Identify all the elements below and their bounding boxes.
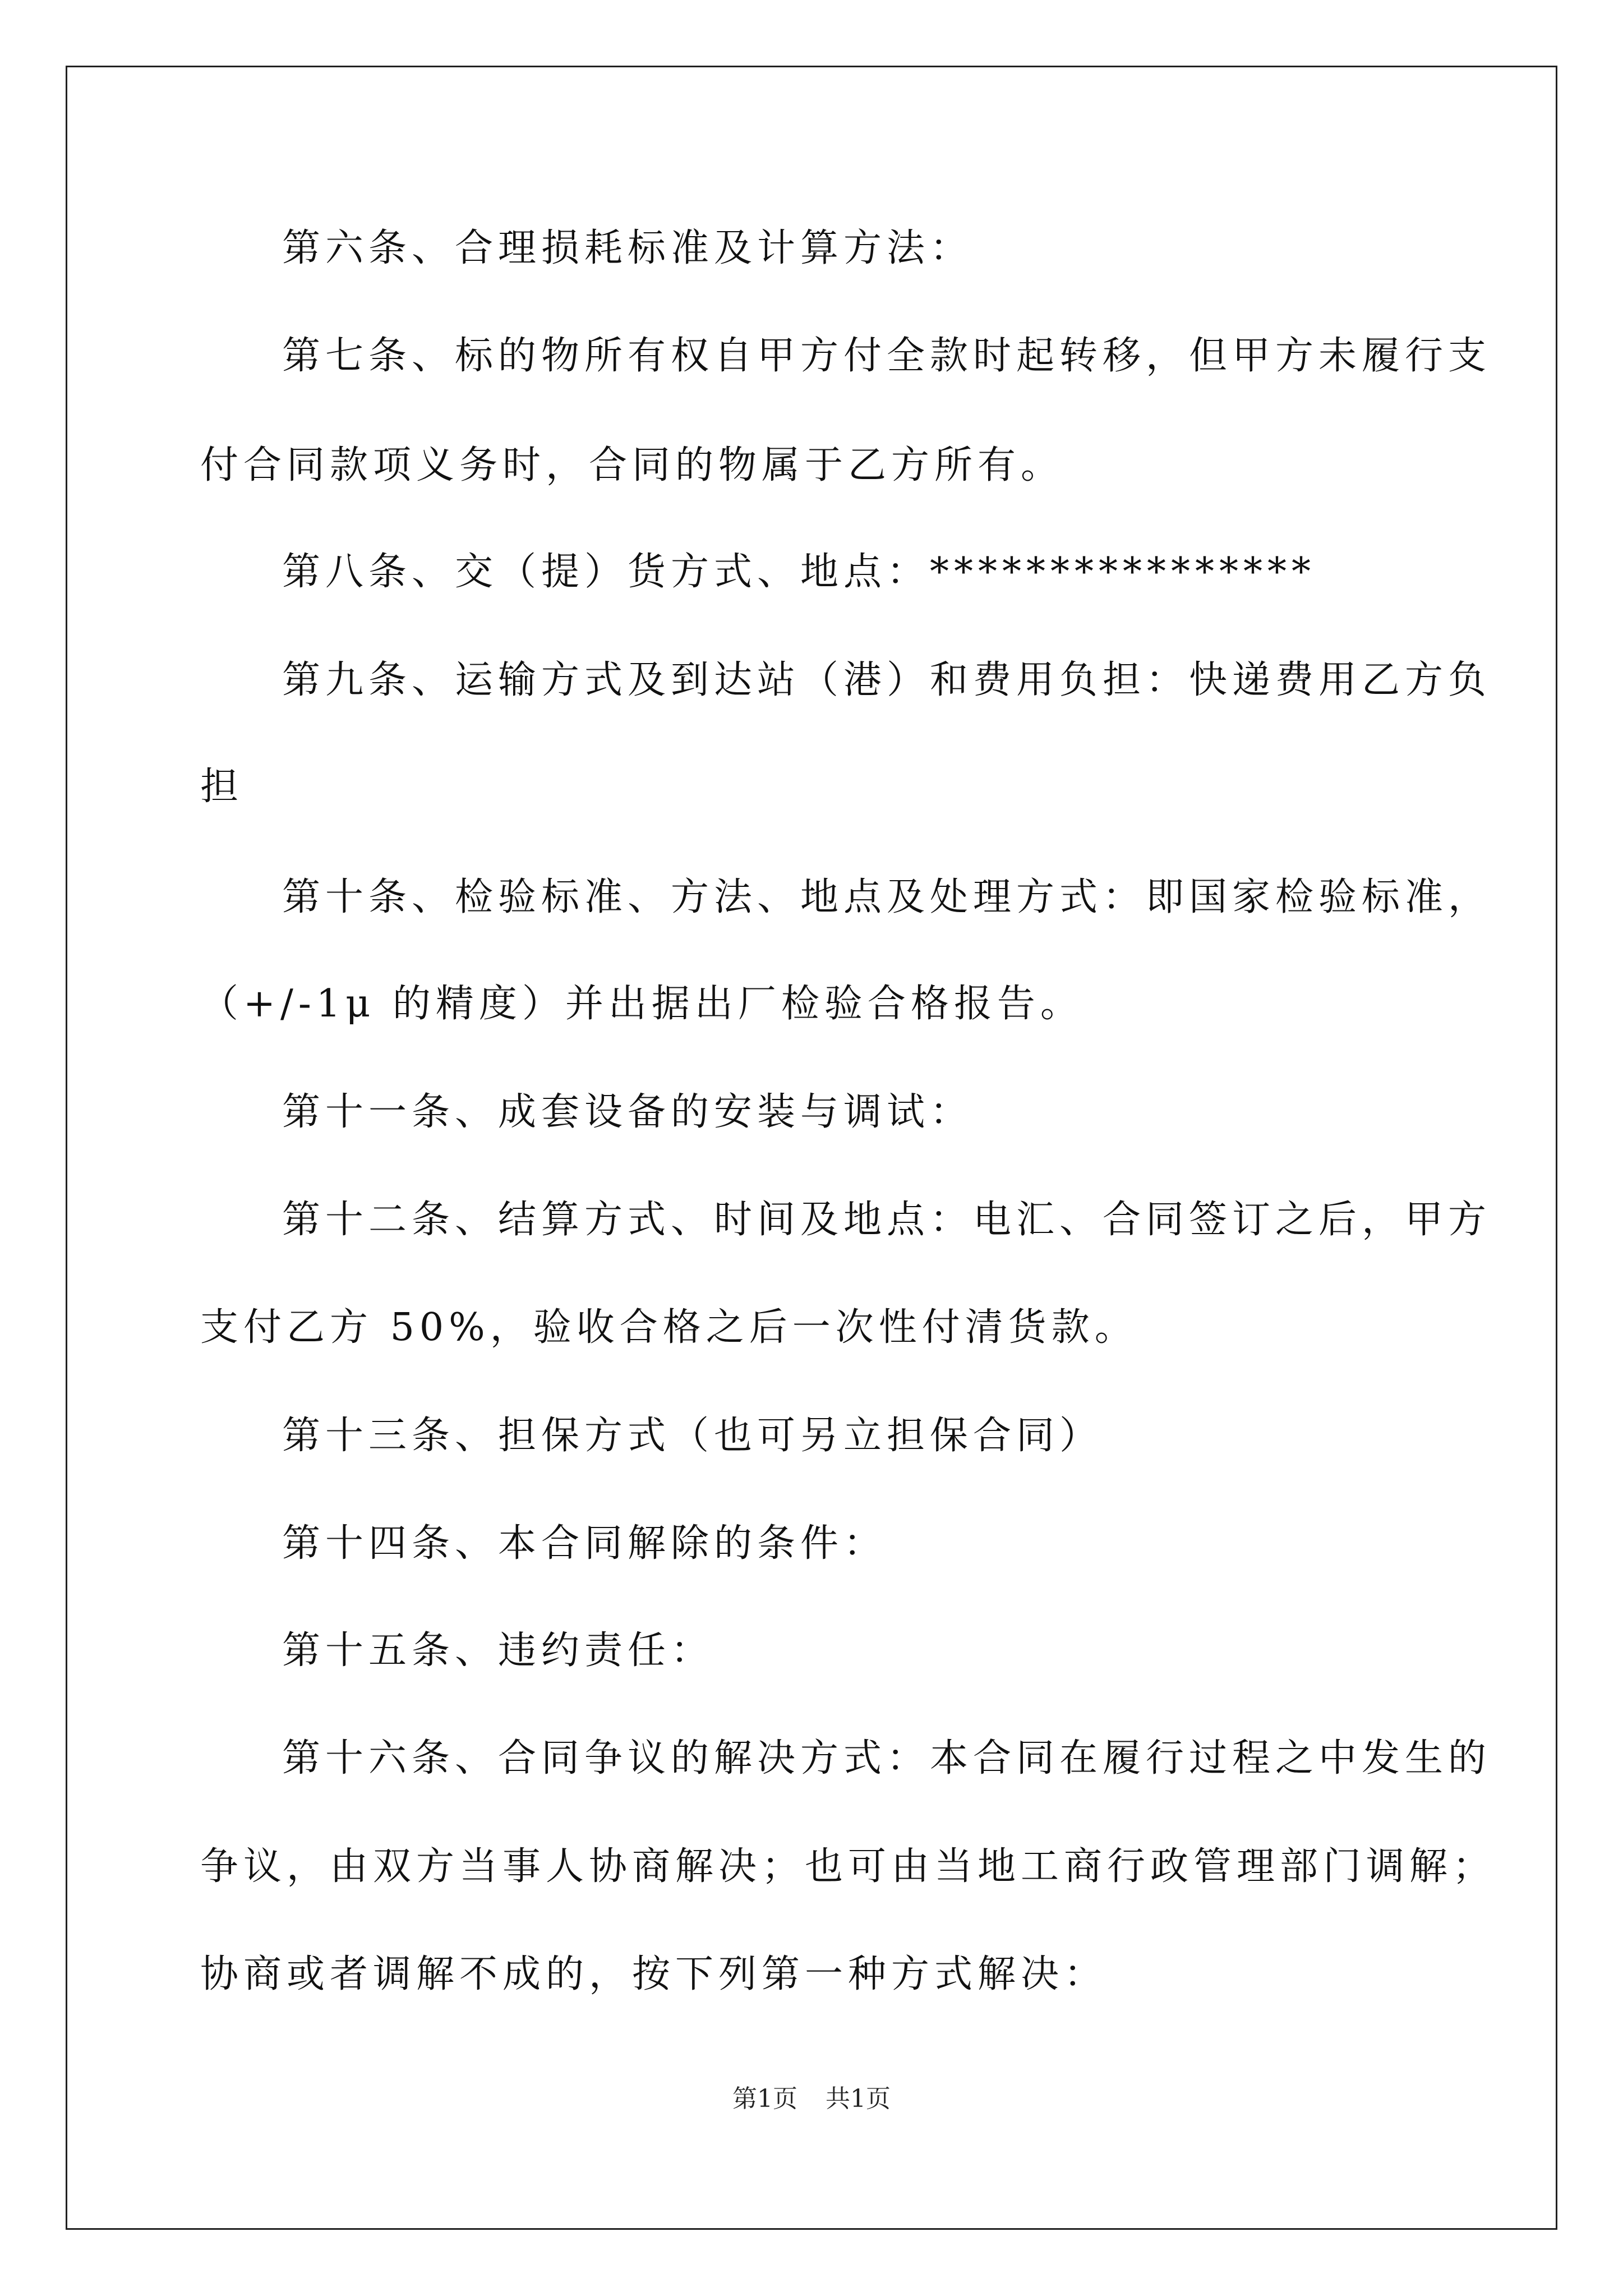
article-12-line-2: 支付乙方 50%，验收合格之后一次性付清货款。 (200, 1305, 1138, 1350)
article-7-line-2: 付合同款项义务时，合同的物属于乙方所有。 (200, 443, 1064, 487)
article-10-line-2: （+/-1μ 的精度）并出据出厂检验合格报告。 (200, 982, 1083, 1026)
page-number-current: 第1页 (732, 2085, 797, 2113)
page-number-total: 共1页 (826, 2085, 891, 2113)
article-14-line-1: 第十四条、本合同解除的条件： (282, 1521, 887, 1566)
article-13-line-1: 第十三条、担保方式（也可另立担保合同） (282, 1414, 1103, 1458)
article-9-line-1: 第九条、运输方式及到达站（港）和费用负担：快递费用乙方负 (282, 658, 1492, 702)
page-footer (0, 2082, 1623, 2116)
article-12-line-1: 第十二条、结算方式、时间及地点：电汇、合同签订之后，甲方 (282, 1198, 1492, 1242)
article-8-line-1: 第八条、交（提）货方式、地点：**************** (282, 550, 1316, 594)
article-9-line-2: 担 (200, 765, 244, 809)
article-6-line-1: 第六条、合理损耗标准及计算方法： (282, 226, 974, 270)
article-16-line-1: 第十六条、合同争议的解决方式：本合同在履行过程之中发生的 (282, 1736, 1492, 1780)
article-11-line-1: 第十一条、成套设备的安装与调试： (282, 1090, 974, 1134)
article-16-line-3: 协商或者调解不成的，按下列第一种方式解决： (200, 1952, 1108, 1996)
article-16-line-2: 争议，由双方当事人协商解决；也可由当地工商行政管理部门调解； (200, 1844, 1496, 1889)
article-15-line-1: 第十五条、违约责任： (282, 1628, 714, 1673)
article-7-line-1: 第七条、标的物所有权自甲方付全款时起转移，但甲方未履行支 (282, 334, 1492, 378)
article-10-line-1: 第十条、检验标准、方法、地点及处理方式：即国家检验标准， (282, 875, 1492, 919)
page-border (66, 66, 1557, 2230)
